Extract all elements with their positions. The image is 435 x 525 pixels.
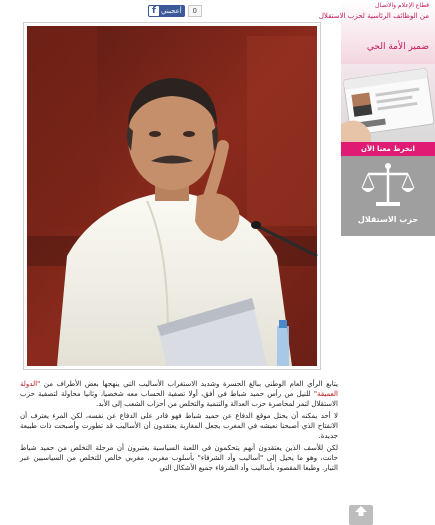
arrow-up-icon [354,505,368,517]
article-photo [23,22,321,370]
scroll-to-top-button[interactable] [349,505,373,525]
article-body [20,379,338,525]
sidebar-advertisement[interactable] [318,0,435,236]
ad-line-2: من الوظائف الرئاسية لحزب الاستقلال [318,12,429,20]
facebook-icon: f [149,6,159,16]
article-photo-image [27,26,317,366]
facebook-like-label: أعجبني [161,7,182,15]
quoted-phrase: "الدولة العميقة" [20,380,338,398]
article-paragraph: يتابع الرأي العام الوطني ببالغ الحسرة وشديد الاستغراب الأساليب التي ينهجها بعض الأطراف من "الدولة العميقة" للنيل من رأس حميد شباط في أفق، أولا تصفية الحساب معه شخصيا، وثانيا محاولة لتصفية حزب الاستقلال لتمر لمحاصرة حزب العدالة والتنمية والتخلص من أحزاب الشعب إلى الأبد. [20,380,338,408]
scales-icon [341,156,435,214]
share-bar [148,4,202,18]
share-count: 0 [188,5,202,17]
ad-header [318,0,435,64]
ad-line-1: قطاع الإعلام والاتصال [374,2,429,9]
join-now-button[interactable]: انخرط معنا الآن [341,142,435,156]
membership-card-icon [341,64,435,142]
ad-slogan: ضمير الأمة الحي [366,42,429,52]
article-paragraph: لكن للأسف الذين يعتقدون أنهم يتحكمون في اللعبة السياسية يعتبرون أن مرحلة التخلص من حميد شباط حانت، وهو ما يحيل إلى "أساليب وأد الشرفاء" بأسلوب مغربي، مغربي خالص للتخلص من السياسيين عبر التيار. وطبعا المقصود بأساليب وأد الشرفاء جميع الأشكال التي [20,444,338,472]
article-paragraph: لا أحد يمكنه أن يحتل موقع الدفاع عن حميد شباط فهو قادر على الدفاع عن نفسه، لكن المرء يعترف أن الانفتاح الذي أصبحنا نعيشه في المغرب يجعل المغاربة يعتقدون أن الأساليب قد تطورت وأصبحت ذات طبيعة جديدة. [20,412,338,440]
membership-card-area [341,64,435,142]
facebook-like-button[interactable] [148,5,185,17]
party-name: حزب الاستقلال [357,215,419,224]
